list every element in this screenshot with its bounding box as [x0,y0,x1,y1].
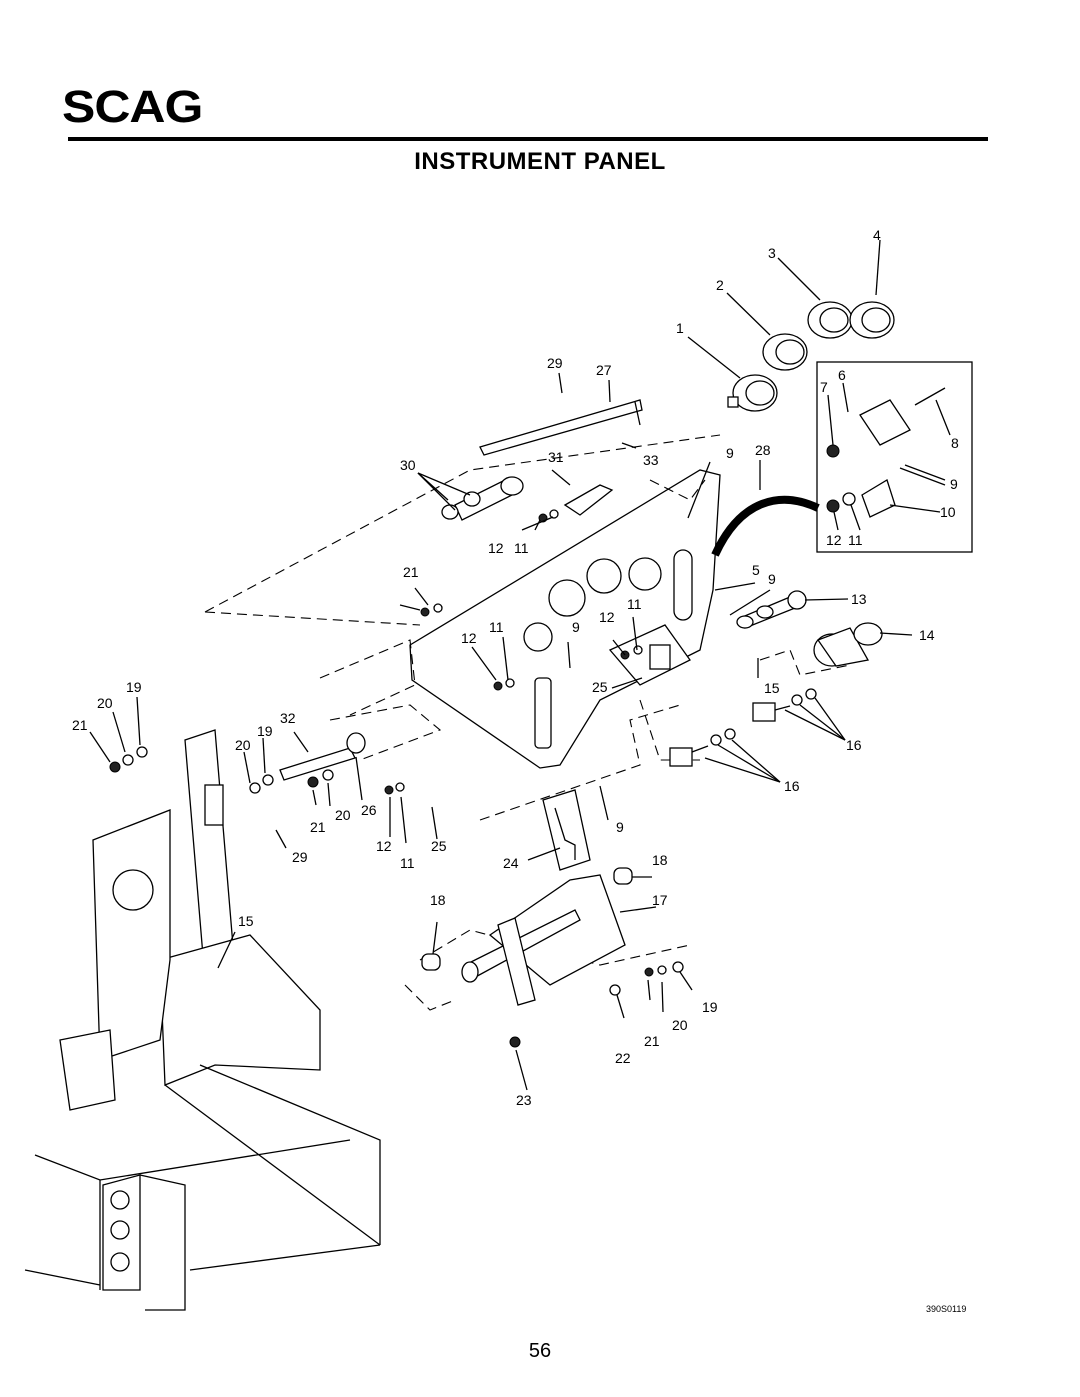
callout-number: 11 [848,532,863,548]
callout-number: 9 [616,819,624,835]
callout-number: 16 [846,737,862,753]
gauge-3 [808,302,852,338]
callout-number: 21 [644,1033,660,1049]
callout-number: 25 [431,838,447,854]
pivot-assembly [422,868,632,1005]
callout-number: 9 [950,476,958,492]
callout-number: 19 [126,679,142,695]
callout-number: 4 [873,227,881,243]
callout-number: 9 [572,619,580,635]
lever-slot [535,678,551,748]
callout-number: 25 [592,679,608,695]
callout-number: 24 [503,855,519,871]
callout-number: 20 [235,737,251,753]
inset-box [817,362,972,552]
callout-number: 29 [292,849,308,865]
callout-number: 6 [838,367,846,383]
callout-number: 2 [716,277,724,293]
gauge-2 [763,334,807,370]
callout-number: 13 [851,591,867,607]
callout-number: 8 [951,435,959,451]
callout-number: 11 [514,540,529,556]
callout-number: 21 [310,819,326,835]
callout-number: 11 [489,619,504,635]
drawing-code: 390S0119 [926,1304,967,1314]
callout-number: 12 [826,532,842,548]
gauge-hole [587,559,621,593]
callout-number: 18 [652,852,668,868]
callout-number: 22 [615,1050,631,1066]
callout-number: 28 [755,442,771,458]
throttle-rod [480,400,642,455]
throttle-slot [674,550,692,620]
callout-number: 21 [72,717,88,733]
callout-number: 11 [627,596,642,612]
callout-number: 17 [652,892,668,908]
choke-knob [442,477,523,520]
callout-number: 20 [97,695,113,711]
callout-number: 20 [335,807,351,823]
gauge-hole [549,580,585,616]
callout-number: 7 [820,379,828,395]
callout-number: 26 [361,802,377,818]
toggle-switch-lower [670,729,735,766]
callout-number: 23 [516,1092,532,1108]
callout-number: 12 [461,630,477,646]
callout-number: 30 [400,457,416,473]
callout-number: 15 [238,913,254,929]
callout-number: 3 [768,245,776,261]
callout-number: 1 [676,320,684,336]
callout-number: 29 [547,355,563,371]
callout-number: 10 [940,504,956,520]
callout-number: 11 [400,855,415,871]
toggle-switch-upper [753,689,816,721]
ignition-switch [814,623,882,666]
key-hole [524,623,552,651]
callout-number: 16 [784,778,800,794]
gauge-hole [629,558,661,590]
left-side-plate [93,810,170,1060]
page-title: INSTRUMENT PANEL [414,148,666,175]
harness-wire [715,500,818,555]
gauge-4 [850,302,894,338]
callout-number: 21 [403,564,419,580]
chassis-frame [160,935,320,1085]
callout-number: 18 [430,892,446,908]
control-arm [280,748,355,780]
gate-plate [543,790,590,870]
callout-number: 12 [376,838,392,854]
callout-number: 32 [280,710,296,726]
callout-number: 5 [752,562,760,578]
bracket [565,485,612,515]
callout-number: 33 [643,452,659,468]
callout-number: 20 [672,1017,688,1033]
callout-number: 19 [702,999,718,1015]
logo-wordmark: SCAG [62,84,203,132]
callout-number: 12 [488,540,504,556]
page-number: 56 [528,1340,552,1362]
gauge-1 [728,375,777,411]
callout-number: 19 [257,723,273,739]
callout-number: 14 [919,627,935,643]
callout-number: 31 [548,449,564,465]
indicator-light [737,591,806,628]
callout-number: 9 [726,445,734,461]
callout-number: 9 [768,571,776,587]
callout-number: 12 [599,609,615,625]
callout-number: 27 [596,362,612,378]
callout-number: 15 [764,680,780,696]
